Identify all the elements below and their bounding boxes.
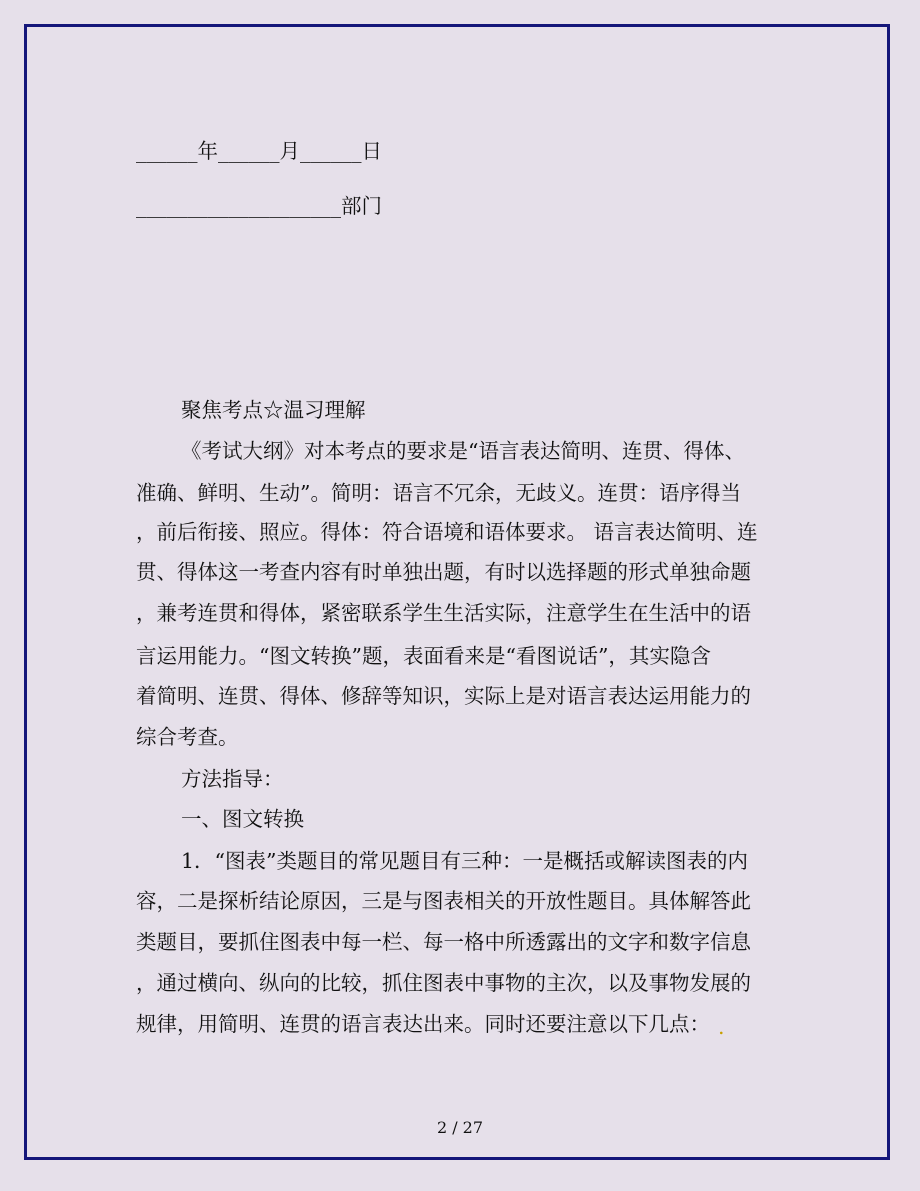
paragraph-1-line: ，前后衔接、照应。得体：符合语境和语体要求。 语言表达简明、连 [136, 520, 758, 544]
paragraph-2-line: 1．“图表”类题目的常见题目有三种：一是概括或解读图表的内 [181, 849, 749, 873]
method-heading: 方法指导： [181, 767, 284, 791]
paragraph-1-line: 贯、得体这一考查内容有时单独出题，有时以选择题的形式单独命题 [136, 560, 751, 584]
paragraph-2-line: 规律，用简明、连贯的语言表达出来。同时还要注意以下几点： [136, 1012, 710, 1036]
department-line: ____________________部门 [136, 194, 382, 218]
subheading-graphic-text: 一、图文转换 [181, 807, 304, 831]
paragraph-1-line: 准确、鲜明、生动”。简明：语言不冗余，无歧义。连贯：语序得当 [136, 481, 741, 505]
section-title: 聚焦考点☆温习理解 [181, 398, 366, 422]
paragraph-1-line: 《考试大纲》对本考点的要求是“语言表达简明、连贯、得体、 [181, 439, 745, 463]
date-line: ______年______月______日 [136, 139, 382, 163]
paragraph-2-line: 类题目，要抓住图表中每一栏、每一格中所透露出的文字和数字信息 [136, 930, 751, 954]
paragraph-1-line: 言运用能力。“图文转换”题，表面看来是“看图说话”，其实隐含 [136, 644, 711, 668]
page-number: 2 / 27 [436, 1118, 484, 1137]
paragraph-1-line: ，兼考连贯和得体，紧密联系学生生活实际，注意学生在生活中的语 [136, 601, 751, 625]
paragraph-1-line: 综合考查。 [136, 725, 239, 749]
paragraph-2-line: 容，二是探析结论原因，三是与图表相关的开放性题目。具体解答此 [136, 889, 751, 913]
paragraph-1-line: 着简明、连贯、得体、修辞等知识，实际上是对语言表达运用能力的 [136, 684, 751, 708]
trailing-mark: . [718, 1015, 725, 1039]
paragraph-2-line: ，通过横向、纵向的比较，抓住图表中事物的主次，以及事物发展的 [136, 971, 751, 995]
